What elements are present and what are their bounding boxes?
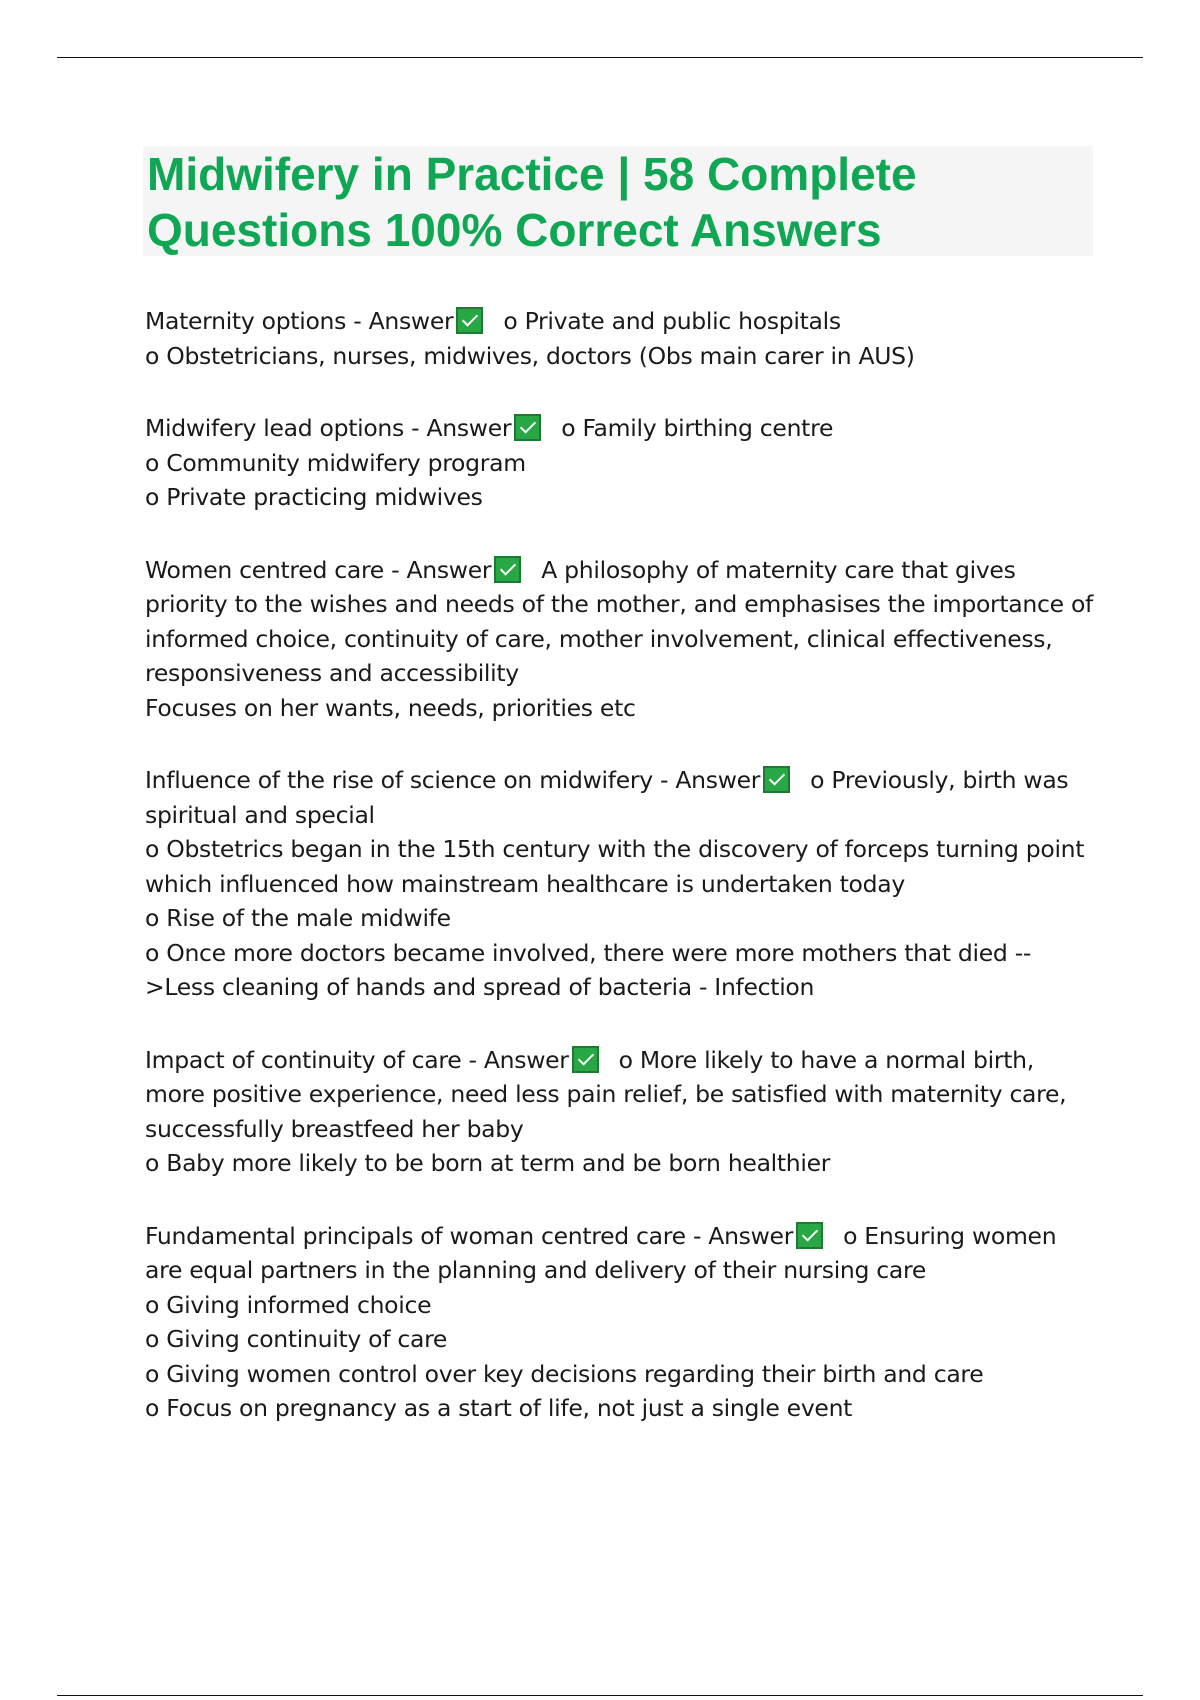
answer-line: o Community midwifery program: [145, 448, 526, 477]
qa-item: [145, 304, 1095, 373]
question-text: Fundamental principals of woman centred care - Answer: [145, 1221, 794, 1250]
check-mark-icon: [763, 766, 790, 793]
title-block: [143, 146, 1093, 256]
qa-item: [145, 1043, 1095, 1181]
qa-item: [145, 553, 1095, 726]
qa-item: [145, 1219, 1095, 1426]
answer-start: o Private and public hospitals: [503, 307, 841, 335]
document-title: [143, 146, 1093, 258]
qa-first-line: [145, 763, 1095, 798]
answer-line: o Baby more likely to be born at term and be born healthier: [145, 1149, 831, 1177]
answer-line: o Giving continuity of care: [145, 1325, 448, 1353]
answer-line: o Obstetrics began in the 15th century with the discovery of forceps turning point: [145, 835, 1085, 863]
answer-line: which influenced how mainstream healthcare is undertaken today: [145, 869, 905, 898]
answer-line: >Less cleaning of hands and spread of bacteria - Infection: [145, 973, 815, 1001]
qa-item: [145, 411, 1095, 515]
qa-first-line: [145, 304, 1095, 339]
answer-line: successfully breastfeed her baby: [145, 1114, 524, 1143]
qa-item: [145, 763, 1095, 1005]
answer-line: o Private practicing midwives: [145, 483, 483, 511]
header-rule: [57, 57, 1143, 58]
answer-start: o Previously, birth was: [810, 766, 1069, 794]
answer-line: o Focus on pregnancy as a start of life, not just a single event: [145, 1394, 853, 1422]
qa-first-line: [145, 1043, 1095, 1078]
check-mark-icon: [796, 1222, 823, 1249]
answer-line: o Once more doctors became involved, there were more mothers that died --: [145, 938, 1032, 967]
question-text: Women centred care - Answer: [145, 555, 492, 584]
title-line-1: Midwifery in Practice | 58 Complete: [147, 148, 917, 200]
qa-list: [145, 304, 1095, 1464]
answer-line: informed choice, continuity of care, mother involvement, clinical effectiveness,: [145, 624, 1053, 653]
answer-line: spiritual and special: [145, 800, 375, 829]
answer-line: o Giving informed choice: [145, 1290, 432, 1319]
question-text: Influence of the rise of science on midwifery - Answer: [145, 766, 761, 794]
check-mark-icon: [514, 414, 541, 441]
answer-line: more positive experience, need less pain relief, be satisfied with maternity care,: [145, 1080, 1067, 1108]
question-text: Maternity options - Answer: [145, 307, 454, 335]
qa-first-line: [145, 411, 1095, 446]
answer-line: responsiveness and accessibility: [145, 659, 519, 687]
answer-line: are equal partners in the planning and delivery of their nursing care: [145, 1256, 927, 1284]
check-mark-icon: [572, 1046, 599, 1073]
answer-start: o More likely to have a normal birth,: [618, 1045, 1034, 1074]
answer-line: o Giving women control over key decisions regarding their birth and care: [145, 1359, 984, 1388]
question-text: Impact of continuity of care - Answer: [145, 1045, 569, 1074]
check-mark-icon: [456, 307, 483, 334]
answer-start: A philosophy of maternity care that gives: [541, 555, 1016, 584]
answer-line: Focuses on her wants, needs, priorities etc: [145, 693, 636, 722]
qa-first-line: [145, 553, 1095, 588]
answer-line: o Rise of the male midwife: [145, 904, 451, 932]
question-text: Midwifery lead options - Answer: [145, 414, 512, 442]
answer-start: o Ensuring women: [843, 1221, 1057, 1250]
title-line-2: Questions 100% Correct Answers: [147, 204, 882, 256]
qa-first-line: [145, 1219, 1095, 1254]
footer-rule: [57, 1695, 1143, 1696]
answer-line: priority to the wishes and needs of the mother, and emphasises the importance of: [145, 590, 1093, 618]
answer-start: o Family birthing centre: [561, 414, 834, 442]
answer-line: o Obstetricians, nurses, midwives, doctors (Obs main carer in AUS): [145, 341, 915, 370]
check-mark-icon: [494, 556, 521, 583]
